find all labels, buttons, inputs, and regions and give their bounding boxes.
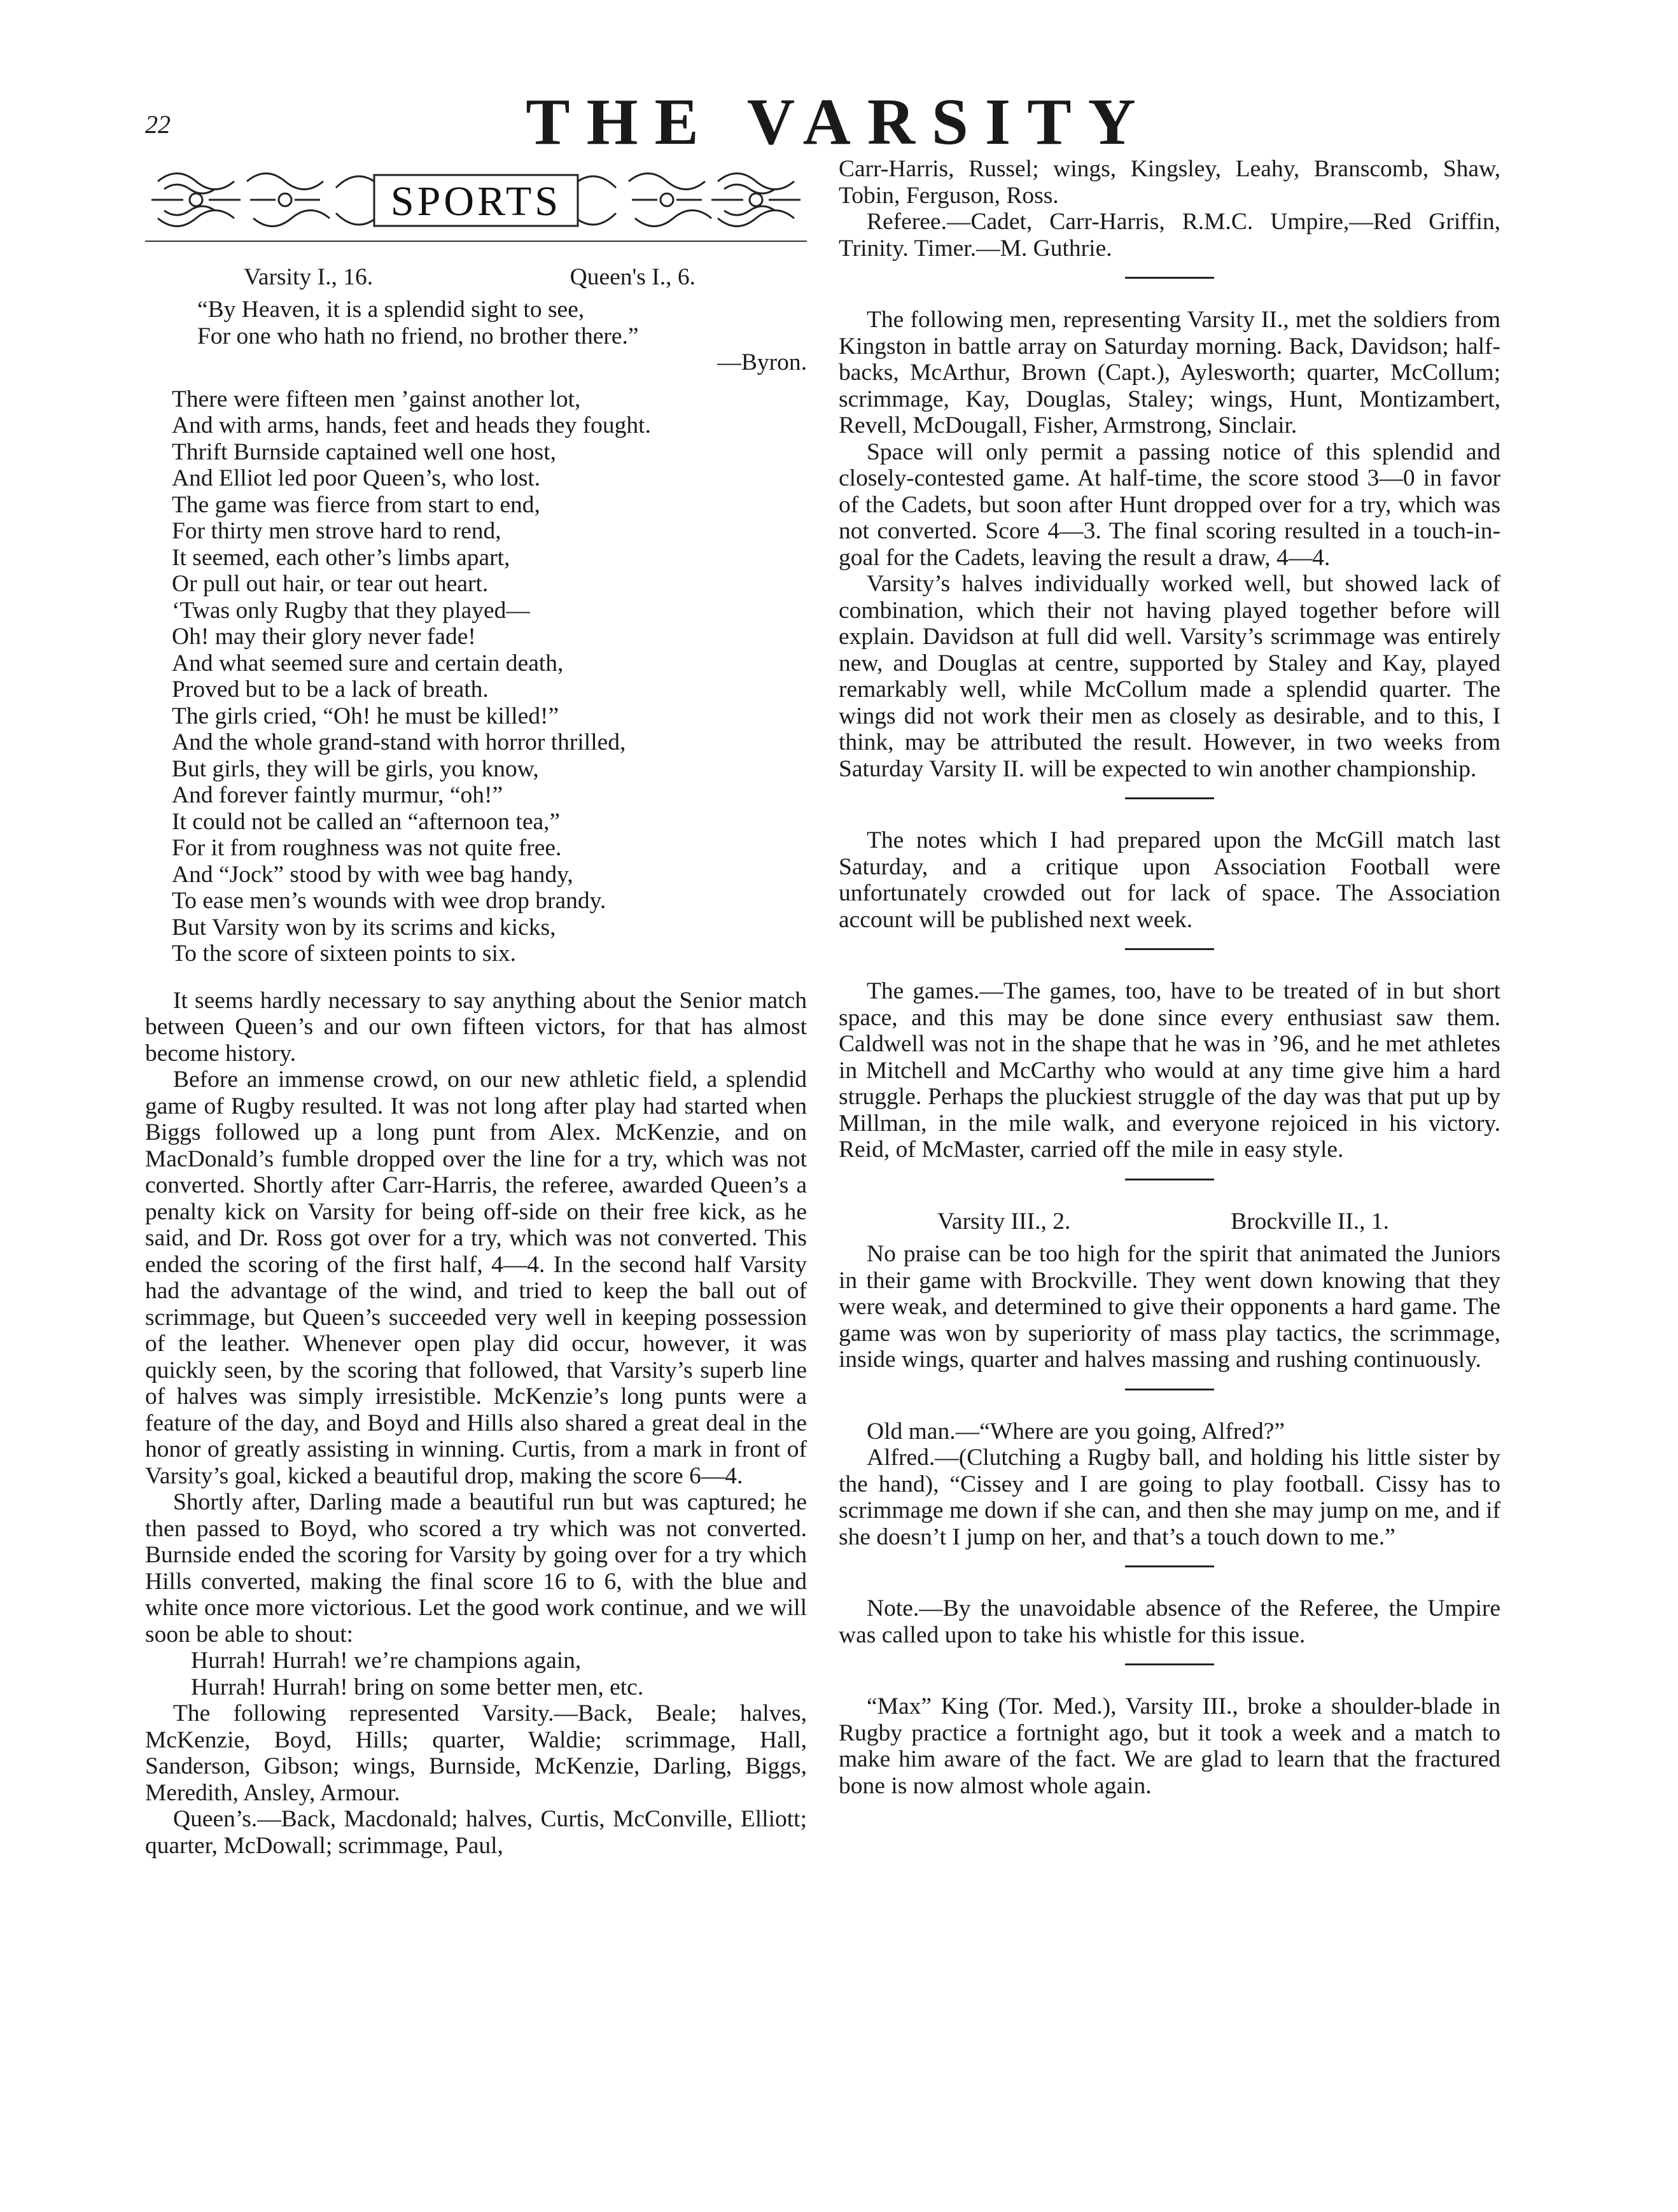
poem-line: To the score of sixteen points to six. [172,941,517,967]
section-divider [1125,1179,1214,1180]
article-paragraph: Space will only permit a passing notice of this splendid and closely-contested game. At half-time, the score stood 3—0 in favor of the Cadets, but soon after Hunt dropped over for a try, which was not converted. Score 4—3. The final scoring resulted in a touch-in-goal for the Cadets, leaving the result a draw, 4—4. [839,438,1500,571]
quote-line: For one who hath no friend, no brother there.” [197,323,639,349]
cheer-line: Hurrah! Hurrah! we’re champions again, [191,1648,582,1674]
team-left: Varsity III., 2. [937,1208,1071,1235]
poem-line: Oh! may their glory never fade! [172,624,476,650]
poem-line: The girls cried, “Oh! he must be killed!” [172,703,559,729]
poem-line: Proved but to be a lack of breath. [172,676,489,703]
quote-attribution: —Byron. [717,349,807,375]
poem-line: ‘Twas only Rugby that they played— [172,597,530,624]
article-paragraph: Shortly after, Darling made a beautiful run but was captured; he then passed to Boyd, who scored a try which was not converted. Burnside ended the scoring for Varsity by going over for a try which Hills converted, making the final score 16 to 6, with the blue and white once more victorious. Let the good work continue, and we will soon be able to shout: [145,1489,807,1648]
byron-quote [145,297,807,349]
match-result-2 [839,1208,1500,1235]
article-paragraph: The following men, representing Varsity II., met the soldiers from Kingston in battle array on Saturday morning. Back, Davidson; half-backs, McArthur, Brown (Capt.), Aylesworth; quarter, McCollum; scrimmage, Kay, Douglas, Staley; wings, Hunt, Montizambert, Revell, McDougall, Fisher, Armstrong, Sinclair. [839,307,1500,438]
poem-line: For thirty men strove hard to rend, [172,518,501,544]
article-paragraph: Varsity’s halves individually worked well, but showed lack of combination, which their not having played together before will explain. Davidson at full did well. Varsity’s scrimmage was entirely new, and Douglas at centre, supported by Staley and Kay, played remarkably well, while McCollum made a splendid quarter. The wings did not work their men as closely as desirable, and to this, I think, may be attributed the result. However, in two weeks from Saturday Varsity II. will be expected to win another championship. [839,571,1500,782]
left-column [145,156,807,1859]
article-paragraph: Referee.—Cadet, Carr-Harris, R.M.C. Umpire,—Red Griffin, Trinity. Timer.—M. Guthrie. [839,209,1500,262]
team-right: Queen's I., 6. [570,263,696,290]
poem-line: And what seemed sure and certain death, [172,650,564,676]
poem-line: To ease men’s wounds with wee drop brandy. [172,888,606,914]
page-number: 22 [145,110,171,139]
article-paragraph: Old man.—“Where are you going, Alfred?” [867,1418,1285,1445]
poem-line: The game was fierce from start to end, [172,491,540,518]
poem-line: It could not be called an “afternoon tea,” [172,808,561,835]
section-divider [1125,948,1214,950]
team-right: Brockville II., 1. [1231,1208,1389,1235]
poem-line: And Elliot led poor Queen’s, who lost. [172,465,541,491]
poem-line: Thrift Burnside captained well one host, [172,438,557,465]
section-divider [1125,1565,1214,1567]
sports-title: SPORTS [390,178,562,225]
poem-line: Or pull out hair, or tear out heart. [172,571,489,597]
quote-line: “By Heaven, it is a splendid sight to see, [197,297,585,323]
poem-line: But Varsity won by its scrims and kicks, [172,914,556,941]
poem-line: But girls, they will be girls, you know, [172,755,539,782]
article-paragraph: Alfred.—(Clutching a Rugby ball, and holding his little sister by the hand), “Cissey and I are going to play football. Cissy has to scrimmage me down if she can, and then she may jump on me, and if she doesn’t I jump on her, and that’s a touch down to me.” [839,1445,1500,1550]
poem-line: There were fifteen men ’gainst another lot, [172,386,581,412]
article-paragraph: “Max” King (Tor. Med.), Varsity III., broke a shoulder-blade in Rugby practice a fortnight ago, but it took a week and a match to make him aware of the fact. We are glad to learn that the fractured bone is now almost whole again. [839,1693,1500,1799]
article-paragraph: The notes which I had prepared upon the McGill match last Saturday, and a critique upon Association Football were unfortunately crowded out for lack of space. The Association account will be published next week. [839,827,1500,933]
article-paragraph: Before an immense crowd, on our new athletic field, a splendid game of Rugby resulted. It was not long after play had started when Biggs followed up a long punt from Alex. McKenzie, and on MacDonald’s fumble dropped over the line for a try, which was not converted. Shortly after Carr-Harris, the referee, awarded Queen’s a penalty kick on Varsity for being off-side on their free kick, as he said, and Dr. Ross got over for a try, which was not converted. This ended the scoring of the first half, 4—4. In the second half Varsity had the advantage of the wind, and tried to keep the ball out of scrimmage, but Queen’s succeeded very well in keeping possession of the leather. Whenever open play did occur, however, it was quickly seen, by the scoring that followed, that Varsity’s superb line of halves was simply irresistible. McKenzie’s long punts were a feature of the day, and Boyd and Hills also shared a great deal in the honor of greatly assisting in winning. Curtis, from a mark in front of Varsity’s goal, kicked a beautiful drop, making the score 6—4. [145,1067,807,1489]
sports-banner [145,156,807,245]
poem-line: And the whole grand-stand with horror thrilled, [172,729,626,755]
article-paragraph: The games.—The games, too, have to be treated of in but short space, and this may be done since every enthusiast saw them. Caldwell was not in the shape that he was in ’96, and he met athletes in Mitchell and McCarthy who would at any time give him a hard struggle. Perhaps the pluckiest struggle of the day was that put up by Millman, in the mile walk, and everyone rejoiced in his victory. Reid, of McMaster, carried off the mile in easy style. [839,978,1500,1163]
poem-line: For it from roughness was not quite free. [172,835,562,861]
article-paragraph: No praise can be too high for the spirit that animated the Juniors in their game with Brockville. They went down knowing that they were weak, and determined to give their opponents a hard game. The game was won by superiority of mass play tactics, the scrimmage, inside wings, quarter and halves massing and rushing continuously. [839,1241,1500,1373]
section-divider [1125,277,1214,279]
poem-line: And forever faintly murmur, “oh!” [172,782,503,808]
article-paragraph: Note.—By the unavoidable absence of the Referee, the Umpire was called upon to take his whistle for this issue. [839,1595,1500,1648]
article-paragraph: Queen’s.—Back, Macdonald; halves, Curtis, McConville, Elliott; quarter, McDowall; scrimmage, Paul, [145,1806,807,1859]
poem-line: And with arms, hands, feet and heads they fought. [172,412,651,438]
cheer-line: Hurrah! Hurrah! bring on some better men, etc. [191,1674,644,1700]
right-column [839,156,1500,1799]
poem-line: And “Jock” stood by with wee bag handy, [172,861,573,888]
masthead: THE VARSITY [526,85,1152,158]
section-divider [1125,1663,1214,1665]
section-divider [1125,1389,1214,1390]
poem-line: It seemed, each other’s limbs apart, [172,544,510,571]
article-paragraph: It seems hardly necessary to say anything about the Senior match between Queen’s and our own fifteen victors, for that has almost become history. [145,987,807,1067]
match-result-1 [145,264,807,291]
article-paragraph: The following represented Varsity.—Back, Beale; halves, McKenzie, Boyd, Hills; quarter, Waldie; scrimmage, Hall, Sanderson, Gibson; wings, Burnside, McKenzie, Darling, Biggs, Meredith, Ansley, Armour. [145,1700,807,1806]
poem [145,386,807,967]
section-divider [1125,797,1214,799]
article-paragraph: Carr-Harris, Russel; wings, Kingsley, Leahy, Branscomb, Shaw, Tobin, Ferguson, Ross. [839,156,1500,209]
team-left: Varsity I., 16. [244,263,374,290]
